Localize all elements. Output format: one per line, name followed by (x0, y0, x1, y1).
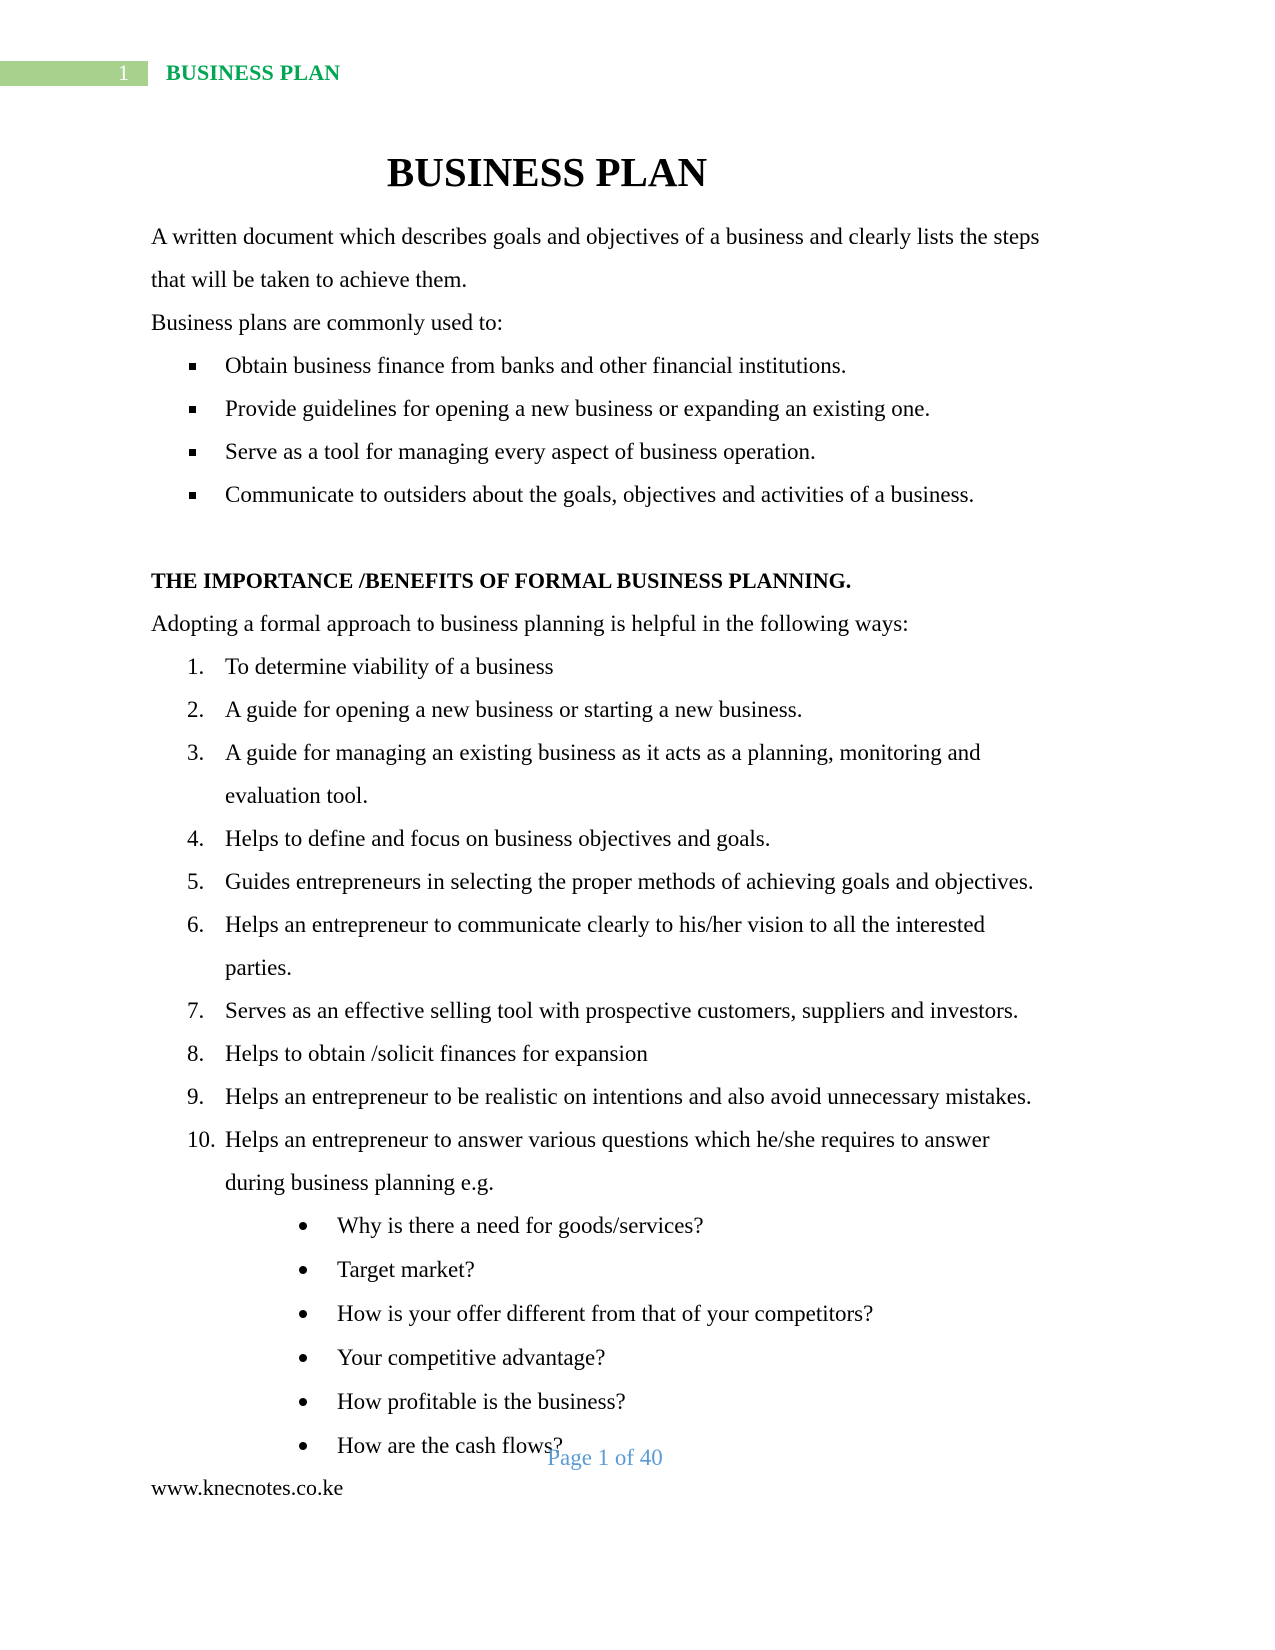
list-item (151, 645, 1131, 688)
square-bullet-icon (189, 449, 196, 456)
round-bullet-icon (299, 1266, 307, 1274)
list-item-text: Obtain business finance from banks and other financial institutions. (225, 353, 847, 378)
list-item-text-continued: evaluation tool. (225, 783, 369, 808)
header-title: BUSINESS PLAN (166, 60, 341, 85)
list-item (151, 731, 1131, 817)
square-bullet-icon (189, 363, 196, 370)
list-number: 8. (187, 1041, 205, 1066)
list-item (151, 688, 1131, 731)
list-item (151, 1032, 1131, 1075)
list-item-text: Helps to define and focus on business objectives and goals. (225, 826, 771, 851)
list-item-text: To determine viability of a business (225, 654, 554, 679)
list-number: 6. (187, 912, 205, 937)
section-heading: THE IMPORTANCE /BENEFITS OF FORMAL BUSINESS PLANNING. (151, 568, 852, 593)
square-bullet-icon (189, 406, 196, 413)
round-bullet-icon (299, 1354, 307, 1362)
list-item (151, 989, 1131, 1032)
list-number: 2. (187, 697, 205, 722)
list-item-text: A guide for managing an existing business as it acts as a planning, monitoring and (225, 740, 981, 765)
list-item-text: How are the cash flows? (337, 1433, 564, 1458)
list-item-text: Your competitive advantage? (337, 1345, 606, 1370)
footer-page-label: Page 1 of 40 (547, 1445, 663, 1470)
uses-intro: Business plans are commonly used to: (151, 310, 503, 335)
list-item-text: Communicate to outsiders about the goals, objectives and activities of a business. (225, 482, 975, 507)
list-item-text: Helps an entrepreneur to communicate clearly to his/her vision to all the interested (225, 912, 986, 937)
list-item (337, 1380, 1131, 1424)
list-item-text: Guides entrepreneurs in selecting the proper methods of achieving goals and objectives. (225, 869, 1034, 894)
list-item-text-continued: parties. (225, 955, 293, 980)
uses-list (151, 344, 1131, 516)
header-page-number: 1 (118, 60, 129, 85)
list-item (337, 1204, 1131, 1248)
section-intro: Adopting a formal approach to business planning is helpful in the following ways: (151, 611, 909, 636)
list-item-text: Helps an entrepreneur to answer various questions which he/she requires to answer (225, 1127, 990, 1152)
footer-website: www.knecnotes.co.ke (151, 1475, 344, 1500)
list-item (151, 903, 1131, 989)
list-item-text: Serves as an effective selling tool with prospective customers, suppliers and investors. (225, 998, 1019, 1023)
list-item (337, 1336, 1131, 1380)
round-bullet-icon (299, 1310, 307, 1318)
list-item (151, 430, 1131, 473)
list-item (151, 817, 1131, 860)
list-number: 1. (187, 654, 205, 679)
list-item-text: How is your offer different from that of your competitors? (337, 1301, 874, 1326)
list-item-text: Provide guidelines for opening a new business or expanding an existing one. (225, 396, 931, 421)
list-item-text: Helps an entrepreneur to be realistic on intentions and also avoid unnecessary mistakes. (225, 1084, 1032, 1109)
list-item (337, 1248, 1131, 1292)
list-number: 9. (187, 1084, 205, 1109)
list-item-text: Helps to obtain /solicit finances for expansion (225, 1041, 648, 1066)
list-item-text: Why is there a need for goods/services? (337, 1213, 704, 1238)
list-item-text: Target market? (337, 1257, 475, 1282)
list-item (337, 1292, 1131, 1336)
list-item-text: Serve as a tool for managing every aspect of business operation. (225, 439, 816, 464)
list-item (151, 387, 1131, 430)
benefits-list (151, 645, 1131, 1204)
round-bullet-icon (299, 1398, 307, 1406)
list-item (151, 344, 1131, 387)
questions-list (151, 1204, 1131, 1468)
list-number: 3. (187, 740, 205, 765)
document-body (151, 215, 1131, 1468)
list-item-text: A guide for opening a new business or starting a new business. (225, 697, 803, 722)
list-item-text: How profitable is the business? (337, 1389, 626, 1414)
definition-line-2: that will be taken to achieve them. (151, 267, 468, 292)
list-item-text-continued: during business planning e.g. (225, 1170, 494, 1195)
list-number: 5. (187, 869, 205, 894)
list-number: 4. (187, 826, 205, 851)
list-number: 7. (187, 998, 205, 1023)
list-item (151, 860, 1131, 903)
round-bullet-icon (299, 1222, 307, 1230)
square-bullet-icon (189, 492, 196, 499)
list-item (151, 473, 1131, 516)
list-number: 10. (187, 1127, 216, 1152)
definition-line-1: A written document which describes goals and objectives of a business and clearly lists the steps (151, 224, 1040, 249)
list-item (151, 1118, 1131, 1204)
document-title: BUSINESS PLAN (386, 149, 708, 195)
list-item (151, 1075, 1131, 1118)
